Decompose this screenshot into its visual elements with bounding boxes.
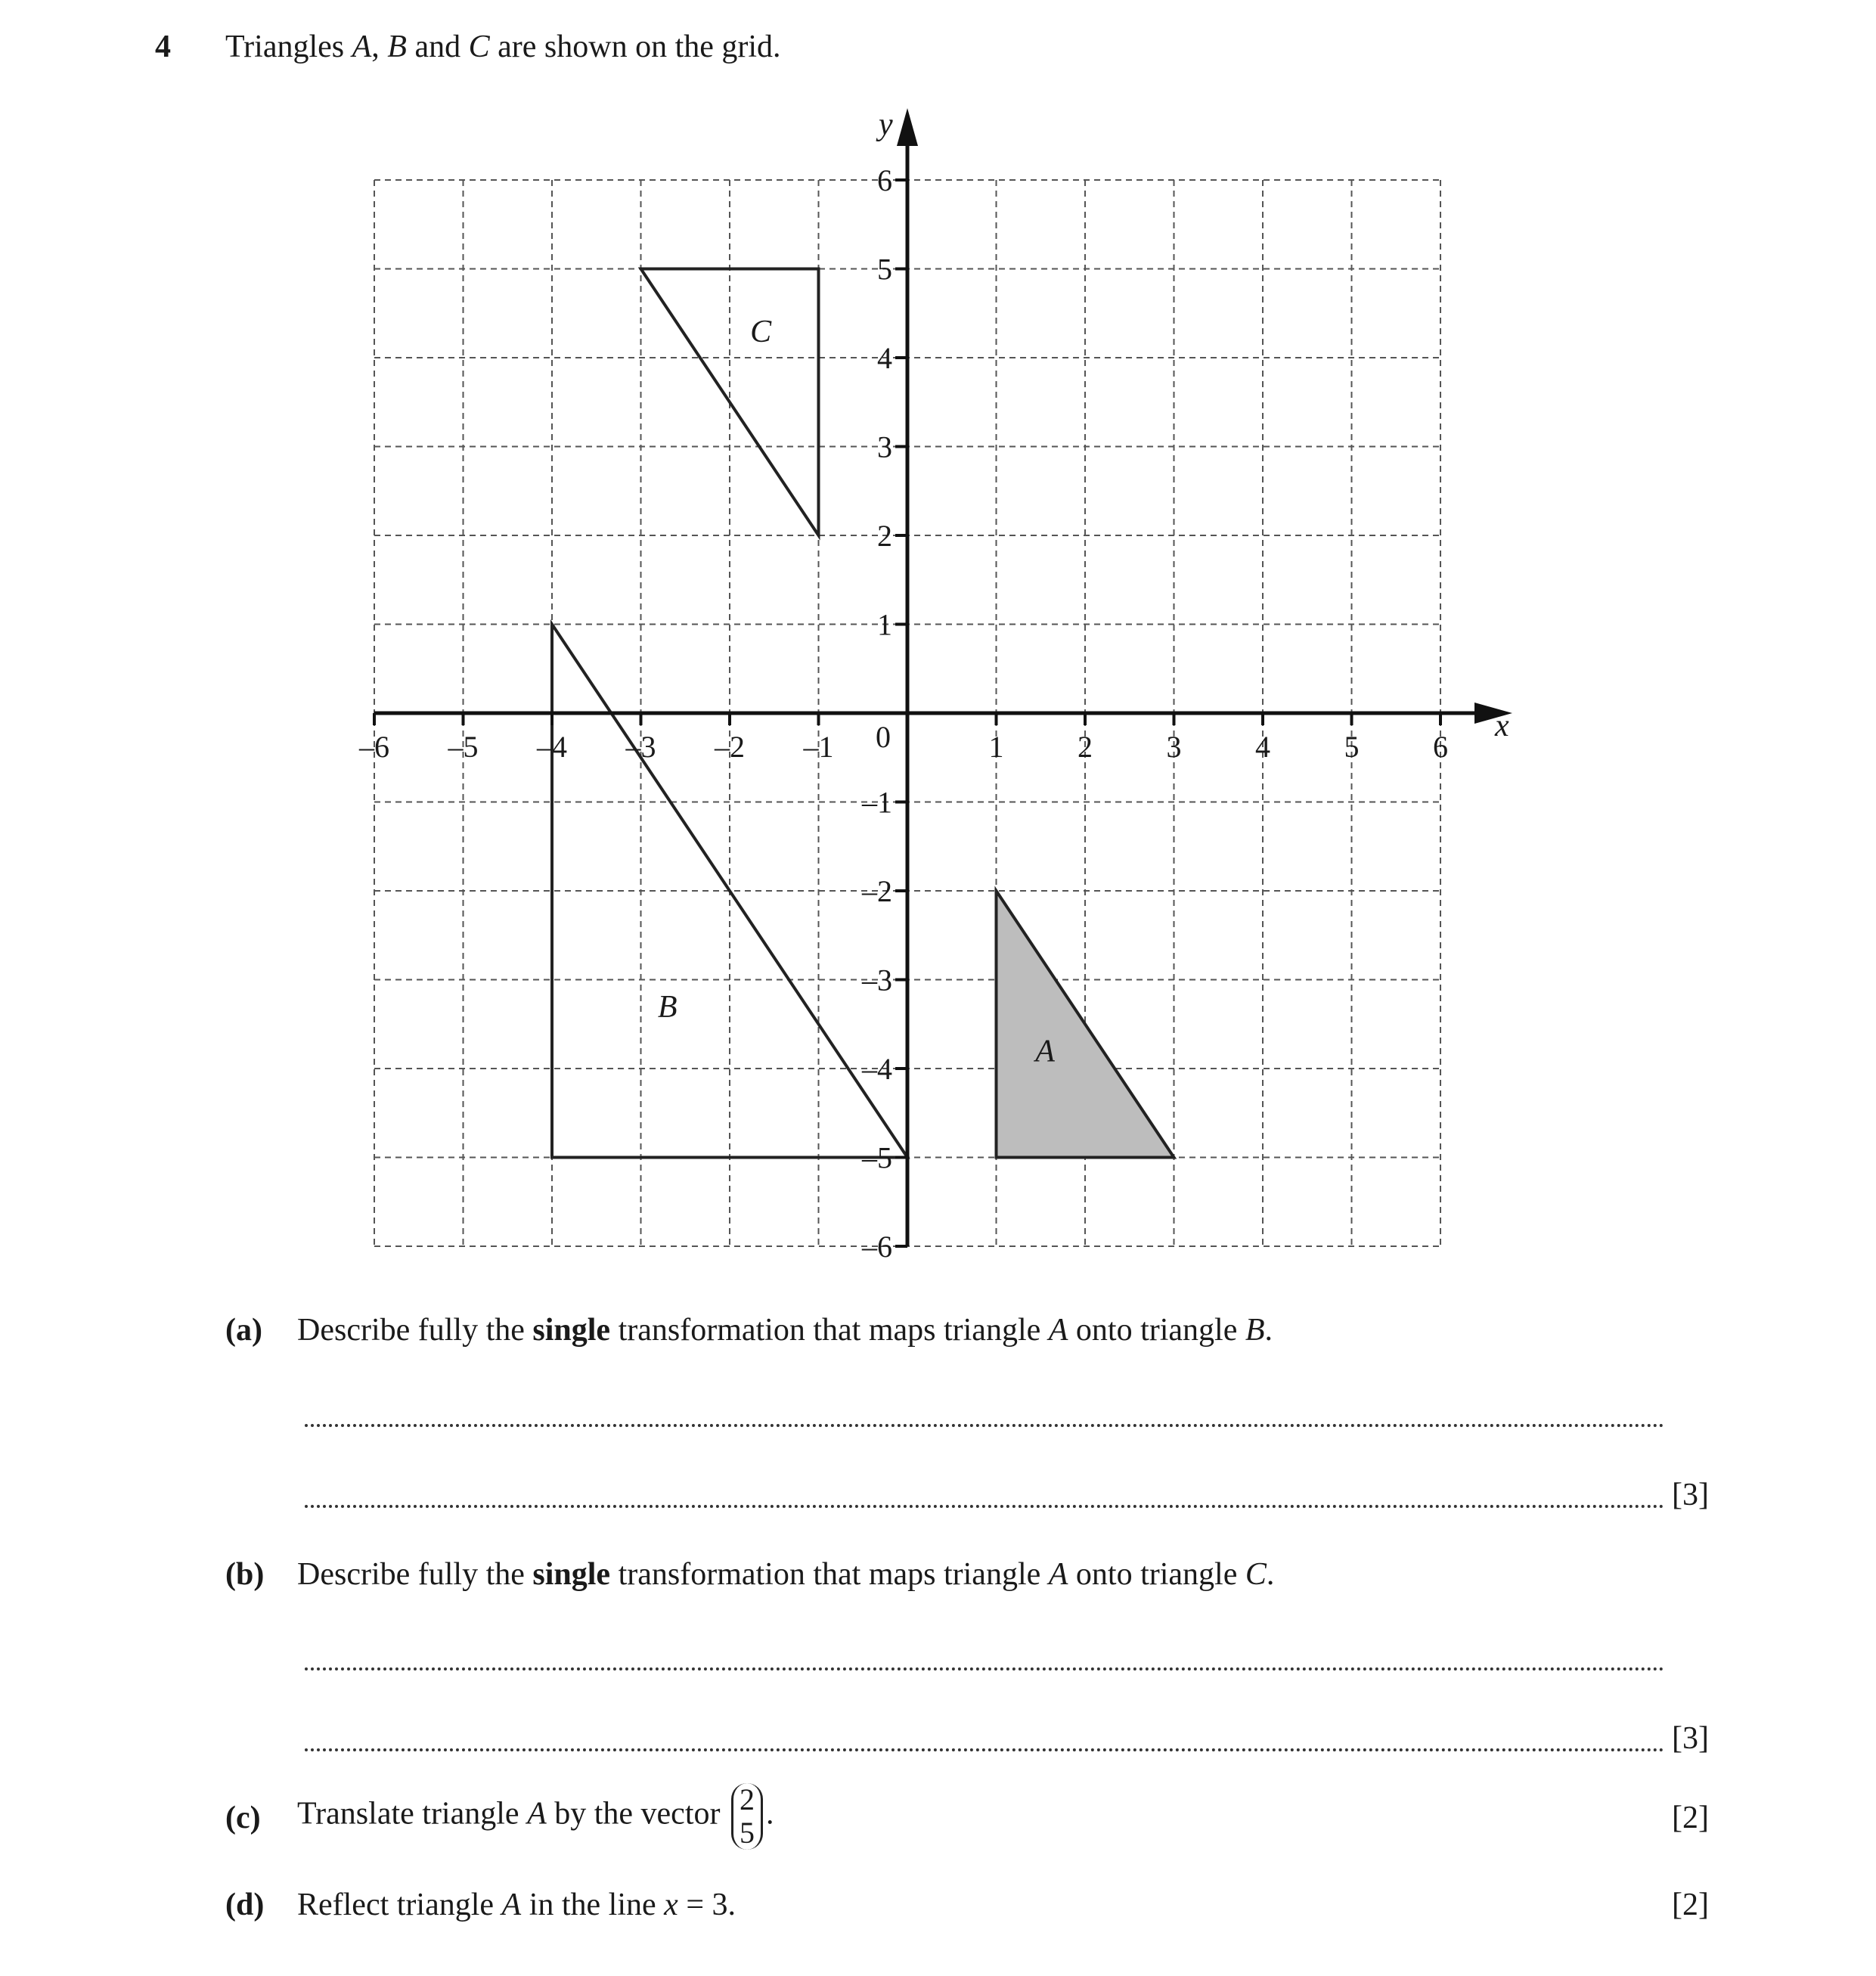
y-tick-label: 6: [877, 163, 892, 197]
part-d-i2: x: [664, 1888, 678, 1922]
part-b-t2: transformation that maps triangle: [610, 1557, 1049, 1592]
intro-label-b: B: [387, 29, 407, 64]
answer-line-a2[interactable]: [305, 1505, 1664, 1508]
y-tick-label: 3: [877, 430, 892, 464]
triangle-b-label: B: [657, 989, 678, 1025]
part-b-t4: .: [1266, 1557, 1275, 1592]
part-a-text: [297, 1312, 1273, 1348]
x-tick-label: 2: [1078, 730, 1093, 764]
answer-line-a1[interactable]: [305, 1424, 1664, 1427]
x-tick-label: –6: [359, 730, 389, 764]
part-b-text: [297, 1556, 1274, 1593]
intro-text-3: and: [406, 29, 469, 64]
part-a-label: (a): [225, 1313, 262, 1348]
x-tick-label: –5: [448, 730, 479, 764]
x-tick-label: 1: [988, 730, 1004, 764]
intro-label-a: A: [352, 29, 372, 64]
question-number: 4: [155, 29, 171, 64]
part-a-marks: [3]: [1672, 1478, 1709, 1512]
part-d-label: (d): [225, 1888, 265, 1922]
part-b-marks: [3]: [1672, 1721, 1709, 1756]
part-b-i2: C: [1245, 1557, 1267, 1592]
x-axis-label: x: [1495, 709, 1509, 743]
x-tick-label: 4: [1255, 730, 1270, 764]
part-c-t3: .: [765, 1796, 774, 1832]
triangle-a-label: A: [1035, 1034, 1055, 1069]
part-d-t3: = 3.: [678, 1888, 736, 1922]
translation-vector: [731, 1783, 763, 1850]
part-b-t3: onto triangle: [1068, 1557, 1245, 1592]
x-tick-label: 6: [1433, 730, 1448, 764]
x-tick-label: 5: [1344, 730, 1360, 764]
triangle-c-label: C: [750, 314, 772, 349]
part-a-bold: single: [532, 1313, 611, 1348]
y-tick-label: 2: [877, 519, 892, 553]
part-b-label: (b): [225, 1557, 265, 1592]
x-tick-label: –2: [715, 730, 745, 764]
part-a-t4: .: [1264, 1313, 1273, 1348]
y-tick-label: 5: [877, 252, 892, 287]
y-tick-label: –5: [862, 1140, 892, 1175]
part-a-i1: A: [1048, 1313, 1068, 1348]
part-c-marks: [2]: [1672, 1801, 1709, 1835]
part-a-t1: Describe fully the: [297, 1313, 533, 1348]
part-b-bold: single: [532, 1557, 611, 1592]
intro-text-1: Triangles: [225, 29, 352, 64]
y-axis-label: y: [879, 107, 893, 142]
vector-bottom: 5: [739, 1816, 755, 1850]
y-tick-label: 1: [877, 607, 892, 642]
part-c-t1: Translate triangle: [297, 1796, 528, 1832]
y-tick-label: 4: [877, 341, 892, 375]
part-d-t2: in the line: [521, 1888, 665, 1922]
part-a-t3: onto triangle: [1068, 1313, 1245, 1348]
answer-line-b2[interactable]: [305, 1748, 1664, 1751]
intro-text-4: are shown on the grid.: [489, 29, 781, 64]
x-tick-label: –1: [803, 730, 834, 764]
y-tick-label: –4: [862, 1052, 892, 1086]
part-d-marks: [2]: [1672, 1888, 1709, 1922]
y-tick-label: –6: [862, 1230, 892, 1264]
part-d-t1: Reflect triangle: [297, 1888, 502, 1922]
triangle-a: [997, 891, 1174, 1158]
part-a-t2: transformation that maps triangle: [610, 1313, 1049, 1348]
origin-label: 0: [876, 720, 891, 754]
x-tick-label: –3: [625, 730, 656, 764]
y-axis-arrow: [897, 108, 918, 146]
y-tick-label: –1: [862, 785, 892, 820]
part-c-t2: by the vector: [546, 1796, 728, 1832]
part-d-i1: A: [501, 1888, 522, 1922]
part-b-t1: Describe fully the: [297, 1557, 533, 1592]
x-tick-label: 3: [1166, 730, 1182, 764]
part-d-text: [297, 1887, 736, 1923]
part-b-i1: A: [1048, 1557, 1068, 1592]
intro-text-2: ,: [371, 29, 388, 64]
part-a-i2: B: [1245, 1313, 1265, 1348]
intro-label-c: C: [468, 29, 490, 64]
y-tick-label: –2: [862, 874, 892, 908]
part-c-text: [297, 1783, 774, 1850]
part-c-label: (c): [225, 1801, 261, 1835]
y-tick-label: –3: [862, 963, 892, 997]
part-c-i1: A: [527, 1796, 547, 1832]
vector-top: 2: [739, 1782, 755, 1816]
x-tick-label: –4: [537, 730, 567, 764]
answer-line-b1[interactable]: [305, 1667, 1664, 1670]
